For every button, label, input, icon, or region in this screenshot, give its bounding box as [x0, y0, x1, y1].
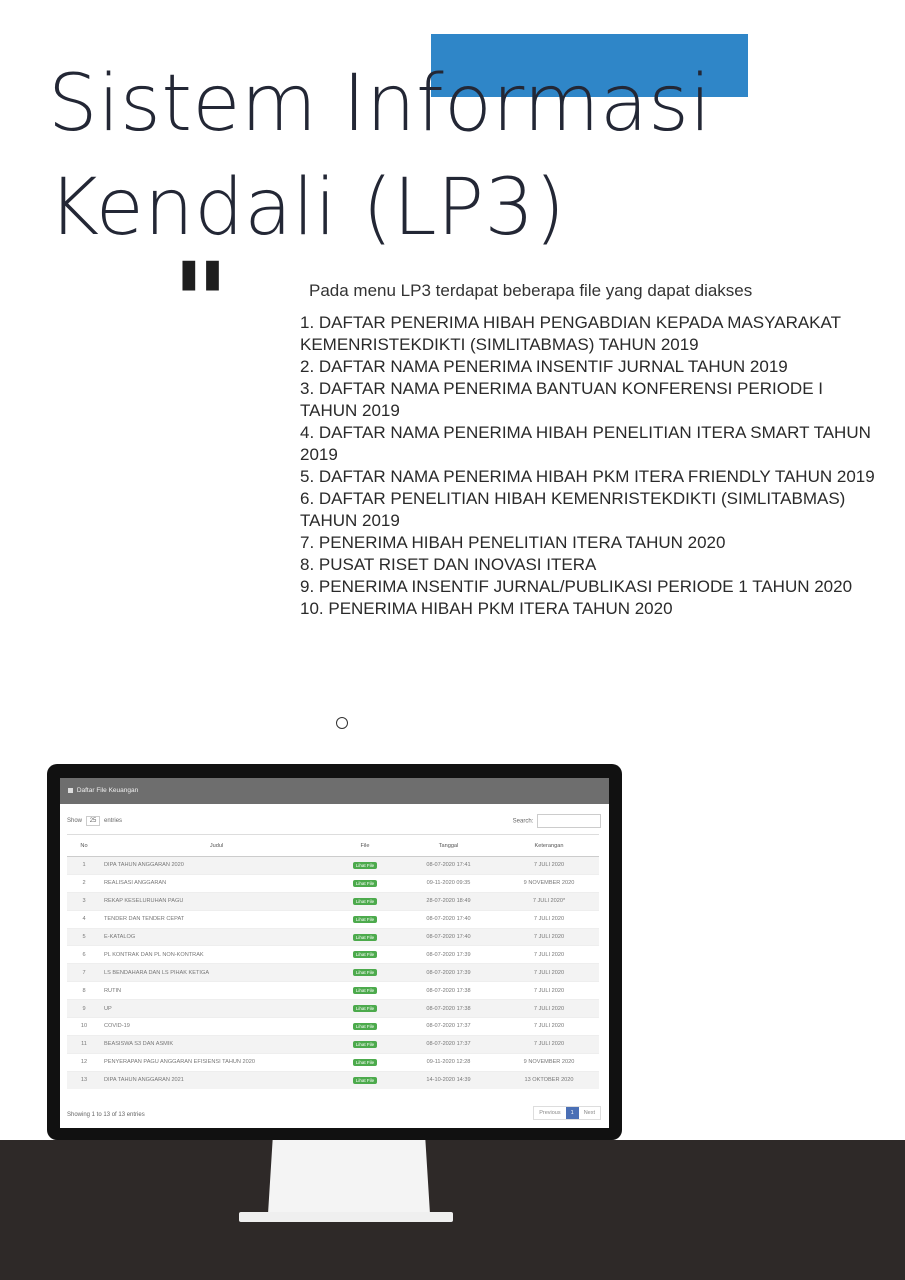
view-file-button[interactable]: Lihat File — [353, 951, 377, 958]
row-date: 09-11-2020 12:28 — [398, 1053, 499, 1071]
row-file — [332, 857, 398, 875]
row-title: UP — [101, 1000, 332, 1018]
pagination — [533, 1106, 601, 1120]
entries-select[interactable]: 25 — [86, 816, 101, 826]
row-date: 09-11-2020 09:35 — [398, 874, 499, 892]
row-number: 11 — [67, 1035, 101, 1053]
row-note: 9 NOVEMBER 2020 — [499, 1053, 599, 1071]
table-row — [67, 982, 599, 1000]
row-number: 6 — [67, 946, 101, 964]
row-title: BEASISWA S3 DAN ASMIK — [101, 1035, 332, 1053]
row-title: E-KATALOG — [101, 928, 332, 946]
column-header-tanggal[interactable]: Tanggal — [398, 835, 499, 857]
row-number: 4 — [67, 910, 101, 928]
row-title: DIPA TAHUN ANGGARAN 2021 — [101, 1071, 332, 1088]
row-title: PENYERAPAN PAGU ANGGARAN EFISIENSI TAHUN 2020 — [101, 1053, 332, 1071]
table-row — [67, 857, 599, 875]
column-header-file[interactable]: File — [332, 835, 398, 857]
list-item: 10. PENERIMA HIBAH PKM ITERA TAHUN 2020 — [300, 599, 673, 618]
entries-control — [67, 816, 122, 826]
table-row — [67, 1000, 599, 1018]
view-file-button[interactable]: Lihat File — [353, 969, 377, 976]
row-number: 9 — [67, 1000, 101, 1018]
view-file-button[interactable]: Lihat File — [353, 1059, 377, 1066]
row-date: 08-07-2020 17:40 — [398, 910, 499, 928]
row-file — [332, 982, 398, 1000]
list-item: 2. DAFTAR NAMA PENERIMA INSENTIF JURNAL TAHUN 2019 — [300, 357, 788, 376]
view-file-button[interactable]: Lihat File — [353, 987, 377, 994]
row-number: 3 — [67, 892, 101, 910]
row-note: 13 OKTOBER 2020 — [499, 1071, 599, 1088]
page-1-button[interactable]: 1 — [566, 1107, 579, 1119]
circle-bullet-icon — [336, 717, 348, 729]
column-header-no[interactable]: No — [67, 835, 101, 857]
list-item: 7. PENERIMA HIBAH PENELITIAN ITERA TAHUN 2020 — [300, 533, 726, 552]
column-header-judul[interactable]: Judul — [101, 835, 332, 857]
row-note: 7 JULI 2020 — [499, 1000, 599, 1018]
list-item: 8. PUSAT RISET DAN INOVASI ITERA — [300, 555, 597, 574]
monitor-base — [239, 1212, 453, 1222]
row-note: 9 NOVEMBER 2020 — [499, 874, 599, 892]
row-date: 08-07-2020 17:38 — [398, 982, 499, 1000]
row-file — [332, 928, 398, 946]
row-file — [332, 946, 398, 964]
table-info: Showing 1 to 13 of 13 entries — [67, 1112, 145, 1118]
row-title: DIPA TAHUN ANGGARAN 2020 — [101, 857, 332, 875]
list-item: 1. DAFTAR PENERIMA HIBAH PENGABDIAN KEPADA MASYARAKAT KEMENRISTEKDIKTI (SIMLITABMAS) TAHUN 2019 — [300, 313, 841, 354]
search-control — [513, 814, 601, 828]
row-number: 2 — [67, 874, 101, 892]
table-row — [67, 1053, 599, 1071]
row-number: 12 — [67, 1053, 101, 1071]
view-file-button[interactable]: Lihat File — [353, 1041, 377, 1048]
row-title: LS BENDAHARA DAN LS PIHAK KETIGA — [101, 964, 332, 982]
view-file-button[interactable]: Lihat File — [353, 934, 377, 941]
row-date: 08-07-2020 17:40 — [398, 928, 499, 946]
row-date: 08-07-2020 17:37 — [398, 1035, 499, 1053]
view-file-button[interactable]: Lihat File — [353, 1077, 377, 1084]
row-date: 28-07-2020 18:49 — [398, 892, 499, 910]
view-file-button[interactable]: Lihat File — [353, 916, 377, 923]
table-row — [67, 874, 599, 892]
previous-button[interactable]: Previous — [539, 1110, 561, 1116]
view-file-button[interactable]: Lihat File — [353, 1005, 377, 1012]
row-title: COVID-19 — [101, 1018, 332, 1036]
list-item: 4. DAFTAR NAMA PENERIMA HIBAH PENELITIAN ITERA SMART TAHUN 2019 — [300, 423, 871, 464]
monitor-screen — [60, 778, 609, 1128]
view-file-button[interactable]: Lihat File — [353, 1023, 377, 1030]
list-item: 9. PENERIMA INSENTIF JURNAL/PUBLIKASI PERIODE 1 TAHUN 2020 — [300, 577, 853, 596]
view-file-button[interactable]: Lihat File — [353, 880, 377, 887]
table-row — [67, 964, 599, 982]
row-file — [332, 1000, 398, 1018]
row-file — [332, 1035, 398, 1053]
row-note: 7 JULI 2020 — [499, 1035, 599, 1053]
row-file — [332, 892, 398, 910]
row-number: 5 — [67, 928, 101, 946]
row-note: 7 JULI 2020* — [499, 892, 599, 910]
row-number: 7 — [67, 964, 101, 982]
list-item: 6. DAFTAR PENELITIAN HIBAH KEMENRISTEKDIKTI (SIMLITABMAS) TAHUN 2019 — [300, 489, 846, 530]
row-title: REKAP KESELURUHAN PAGU — [101, 892, 332, 910]
show-label: Show — [67, 818, 83, 824]
next-button[interactable]: Next — [583, 1110, 595, 1116]
row-number: 8 — [67, 982, 101, 1000]
row-number: 13 — [67, 1071, 101, 1088]
row-file — [332, 964, 398, 982]
row-date: 08-07-2020 17:39 — [398, 946, 499, 964]
quote-icon: " — [172, 238, 230, 367]
view-file-button[interactable]: Lihat File — [353, 898, 377, 905]
row-date: 14-10-2020 14:39 — [398, 1071, 499, 1088]
table-row — [67, 1035, 599, 1053]
floor-band — [0, 1140, 905, 1280]
row-note: 7 JULI 2020 — [499, 964, 599, 982]
row-title: REALISASI ANGGARAN — [101, 874, 332, 892]
row-note: 7 JULI 2020 — [499, 928, 599, 946]
files-table — [67, 834, 599, 1089]
row-title: RUTIN — [101, 982, 332, 1000]
table-icon — [68, 788, 73, 793]
table-row — [67, 946, 599, 964]
panel-title: Daftar File Keuangan — [76, 787, 139, 794]
row-file — [332, 1053, 398, 1071]
file-list — [300, 312, 880, 620]
row-date: 08-07-2020 17:38 — [398, 1000, 499, 1018]
row-note: 7 JULI 2020 — [499, 857, 599, 875]
row-file — [332, 874, 398, 892]
column-header-keterangan[interactable]: Keterangan — [499, 835, 599, 857]
table-row — [67, 910, 599, 928]
view-file-button[interactable]: Lihat File — [353, 862, 377, 869]
table-row — [67, 1018, 599, 1036]
row-note: 7 JULI 2020 — [499, 982, 599, 1000]
row-note: 7 JULI 2020 — [499, 946, 599, 964]
monitor-frame — [47, 764, 622, 1140]
row-date: 08-07-2020 17:41 — [398, 857, 499, 875]
row-file — [332, 1071, 398, 1088]
row-file — [332, 910, 398, 928]
row-title: TENDER DAN TENDER CEPAT — [101, 910, 332, 928]
list-item: 3. DAFTAR NAMA PENERIMA BANTUAN KONFERENSI PERIODE I TAHUN 2019 — [300, 379, 823, 420]
row-note: 7 JULI 2020 — [499, 1018, 599, 1036]
monitor-stand — [268, 1136, 430, 1214]
row-file — [332, 1018, 398, 1036]
list-item: 5. DAFTAR NAMA PENERIMA HIBAH PKM ITERA FRIENDLY TAHUN 2019 — [300, 467, 875, 486]
panel-header — [60, 778, 609, 804]
search-input[interactable] — [537, 814, 601, 828]
search-label: Search: — [512, 818, 534, 825]
entries-label: entries — [104, 818, 123, 824]
row-title: PL KONTRAK DAN PL NON-KONTRAK — [101, 946, 332, 964]
row-date: 08-07-2020 17:39 — [398, 964, 499, 982]
intro-text: Pada menu LP3 terdapat beberapa file yang dapat diakses — [309, 281, 753, 300]
table-row — [67, 892, 599, 910]
table-row — [67, 1071, 599, 1088]
table-header-row — [67, 835, 599, 857]
table-controls — [67, 814, 601, 828]
page-title: Sistem Informasi Kendali (LP3) — [48, 59, 712, 253]
row-date: 08-07-2020 17:37 — [398, 1018, 499, 1036]
row-number: 1 — [67, 857, 101, 875]
row-note: 7 JULI 2020 — [499, 910, 599, 928]
row-number: 10 — [67, 1018, 101, 1036]
table-row — [67, 928, 599, 946]
